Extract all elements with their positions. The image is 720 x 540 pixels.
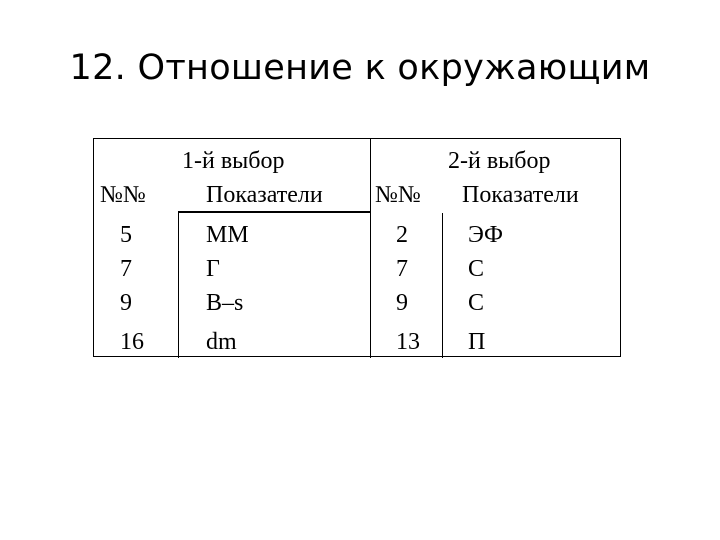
group2-row3-number: 9 — [396, 290, 408, 316]
group1-row3-indicator: В–s — [206, 290, 244, 316]
group2-row1-number: 2 — [396, 222, 408, 248]
group-divider — [370, 139, 371, 358]
group2-indicator-header: Показатели — [462, 182, 579, 208]
group1-row4-number: 16 — [120, 329, 144, 355]
group1-column-divider — [178, 213, 179, 358]
group2-row4-indicator: П — [468, 329, 486, 355]
group2-row3-indicator: С — [468, 290, 485, 316]
group1-row2-number: 7 — [120, 256, 132, 282]
group2-number-header: №№ — [375, 182, 421, 208]
choice-table — [93, 138, 621, 357]
group2-heading: 2-й выбор — [448, 148, 551, 174]
group1-row1-number: 5 — [120, 222, 132, 248]
group1-indicator-header: Показатели — [206, 182, 323, 208]
header-underline — [178, 211, 370, 213]
group1-number-header: №№ — [100, 182, 146, 208]
slide-title: 12. Отношение к окружающим — [69, 48, 651, 88]
group1-heading: 1-й выбор — [182, 148, 285, 174]
group1-row2-indicator: Г — [206, 256, 220, 282]
group2-row4-number: 13 — [396, 329, 420, 355]
group2-row2-indicator: С — [468, 256, 485, 282]
group2-row1-indicator: ЭФ — [468, 222, 503, 248]
group2-row2-number: 7 — [396, 256, 408, 282]
group1-row3-number: 9 — [120, 290, 132, 316]
group1-row1-indicator: ММ — [206, 222, 249, 248]
group2-column-divider — [442, 213, 443, 358]
group1-row4-indicator: dm — [206, 329, 237, 355]
